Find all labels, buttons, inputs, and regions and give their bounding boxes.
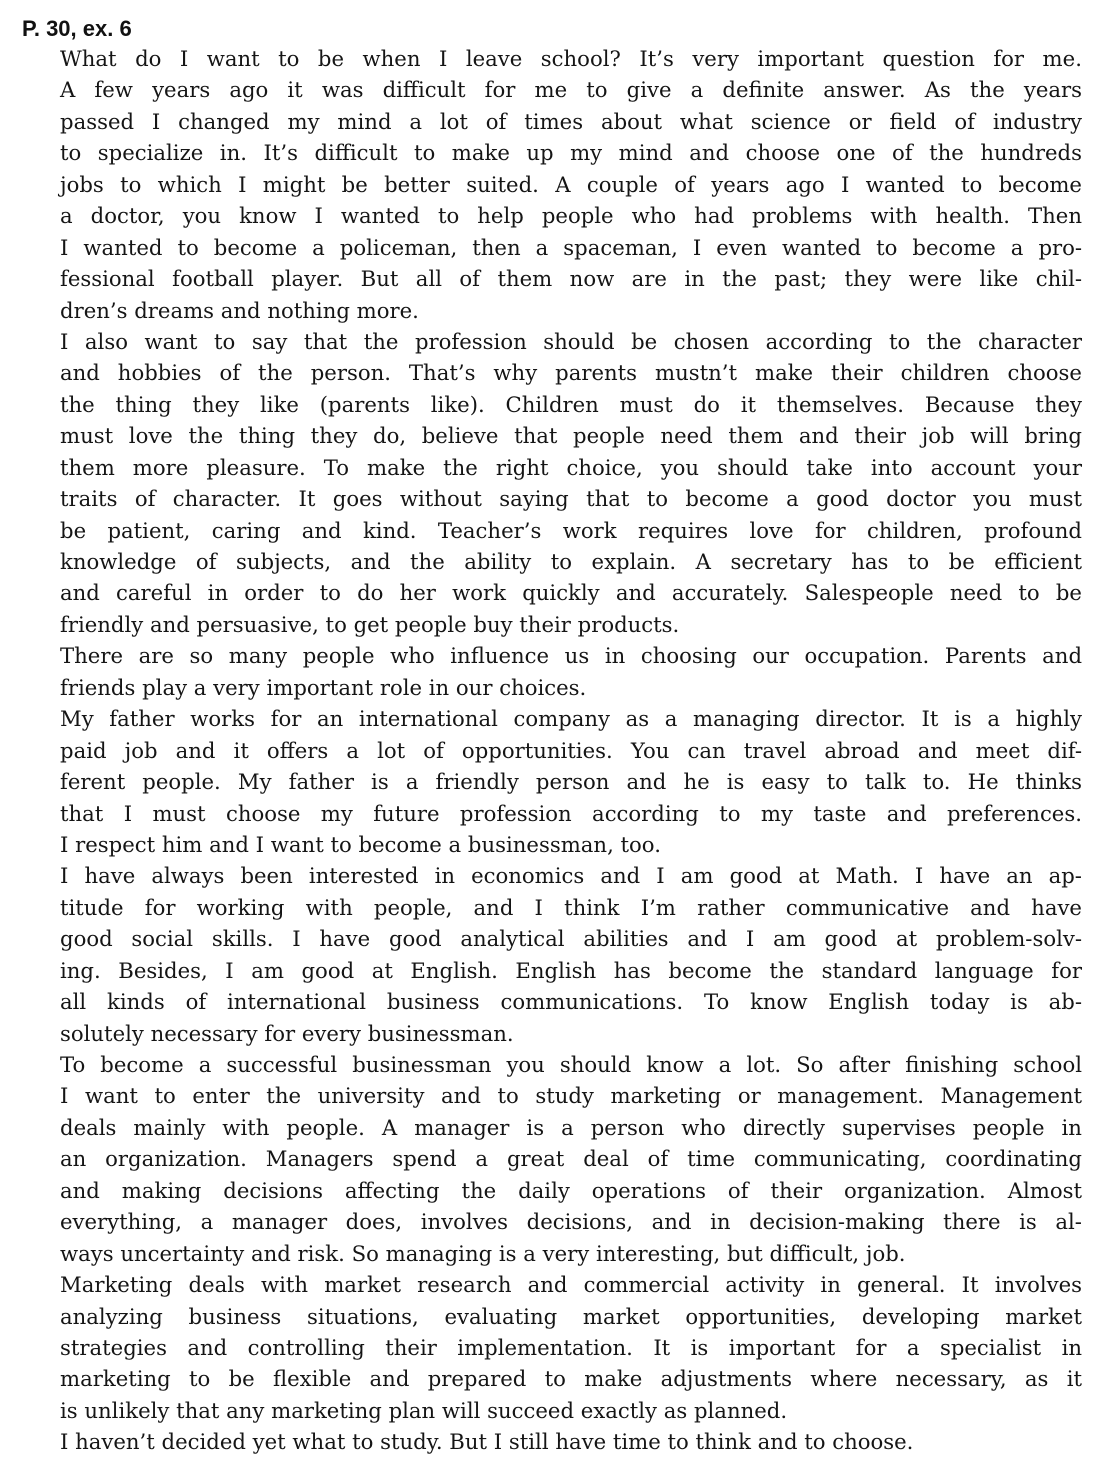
text-line: I haven’t decided yet what to study. But I still have time to think and to choose. (60, 1429, 914, 1455)
text-line: jobs to which I might be better suited. A couple of years ago I wanted to become (60, 171, 1082, 197)
text-line: and hobbies of the person. That’s why parents mustn’t make their children choose (60, 360, 1082, 386)
text-line: deals mainly with people. A manager is a person who directly supervises people in (60, 1114, 1082, 1140)
essay-paragraph (60, 43, 1082, 326)
text-line: A few years ago it was difficult for me to give a definite answer. As the years (60, 77, 1082, 103)
text-line: be patient, caring and kind. Teacher’s work requires love for children, profound (60, 517, 1082, 543)
text-line: I also want to say that the profession should be chosen according to the character (60, 328, 1083, 354)
text-line: What do I want to be when I leave school? It’s very important question for me. (60, 46, 1082, 71)
text-line: traits of character. It goes without saying that to become a good doctor you must (60, 486, 1082, 512)
text-line: an organization. Managers spend a great deal of time communicating, coordinating (60, 1146, 1082, 1172)
essay-paragraph (60, 1426, 1082, 1457)
text-line: I have always been interested in economics and I am good at Math. I have an ap- (60, 863, 1082, 889)
text-line: that I must choose my future profession according to my taste and preferences. (60, 800, 1082, 826)
text-line: ing. Besides, I am good at English. English has become the standard language for (60, 957, 1082, 983)
text-line: strategies and controlling their implementation. It is important for a specialist in (60, 1334, 1082, 1360)
text-line: good social skills. I have good analytical abilities and I am good at problem-solv- (60, 926, 1082, 952)
text-line: them more pleasure. To make the right choice, you should take into account your (60, 454, 1083, 480)
text-line: and making decisions affecting the daily operations of their organization. Almost (60, 1177, 1083, 1203)
text-line: My father works for an international company as a managing director. It is a highly (60, 706, 1082, 732)
text-line: I respect him and I want to become a businessman, too. (60, 831, 661, 857)
text-line: There are so many people who influence us in choosing our occupation. Parents and (60, 643, 1083, 669)
text-line: friends play a very important role in our choices. (60, 674, 587, 700)
text-line: I wanted to become a policeman, then a spaceman, I even wanted to become a pro- (60, 234, 1083, 260)
text-line: to specialize in. It’s difficult to make up my mind and choose one of the hundreds (60, 140, 1082, 166)
text-line: I want to enter the university and to study marketing or management. Management (60, 1083, 1083, 1109)
text-line: solutely necessary for every businessman. (60, 1020, 514, 1046)
text-line: friendly and persuasive, to get people buy their products. (60, 611, 680, 637)
essay-body (60, 43, 1082, 1458)
text-line: knowledge of subjects, and the ability to explain. A secretary has to be efficient (60, 549, 1082, 574)
text-line: passed I changed my mind a lot of times about what science or field of industry (60, 108, 1082, 134)
text-line: fessional football player. But all of them now are in the past; they were like chil- (60, 266, 1083, 292)
text-line: Marketing deals with market research and commercial activity in general. It involves (60, 1272, 1083, 1298)
text-line: ferent people. My father is a friendly person and he is easy to talk to. He thinks (60, 769, 1083, 795)
text-line: dren’s dreams and nothing more. (60, 297, 419, 323)
essay-paragraph (60, 860, 1082, 1049)
text-line: everything, a manager does, involves decisions, and in decision-making there is al- (60, 1209, 1082, 1235)
text-line: ways uncertainty and risk. So managing is a very interesting, but difficult, job. (60, 1240, 906, 1266)
text-line: is unlikely that any marketing plan will succeed exactly as planned. (60, 1397, 788, 1423)
text-line: the thing they like (parents like). Children must do it themselves. Because they (60, 391, 1082, 417)
essay-paragraph (60, 703, 1082, 860)
essay-paragraph (60, 640, 1082, 703)
essay-paragraph (60, 1049, 1082, 1269)
essay-paragraph (60, 1269, 1082, 1426)
text-line: a doctor, you know I wanted to help people who had problems with health. Then (60, 203, 1082, 229)
text-line: must love the thing they do, believe that people need them and their job will bring (60, 423, 1082, 449)
text-line: analyzing business situations, evaluating market opportunities, developing market (60, 1303, 1082, 1329)
essay-paragraph (60, 326, 1082, 640)
exercise-heading: P. 30, ex. 6 (22, 16, 132, 41)
text-line: and careful in order to do her work quickly and accurately. Salespeople need to be (60, 580, 1082, 606)
text-line: titude for working with people, and I think I’m rather communicative and have (60, 894, 1082, 920)
text-line: To become a successful businessman you should know a lot. So after finishing school (60, 1052, 1082, 1077)
text-line: marketing to be flexible and prepared to make adjustments where necessary, as it (60, 1366, 1083, 1392)
text-line: all kinds of international business communications. To know English today is ab- (60, 989, 1083, 1015)
text-line: paid job and it offers a lot of opportunities. You can travel abroad and meet dif- (60, 737, 1083, 763)
